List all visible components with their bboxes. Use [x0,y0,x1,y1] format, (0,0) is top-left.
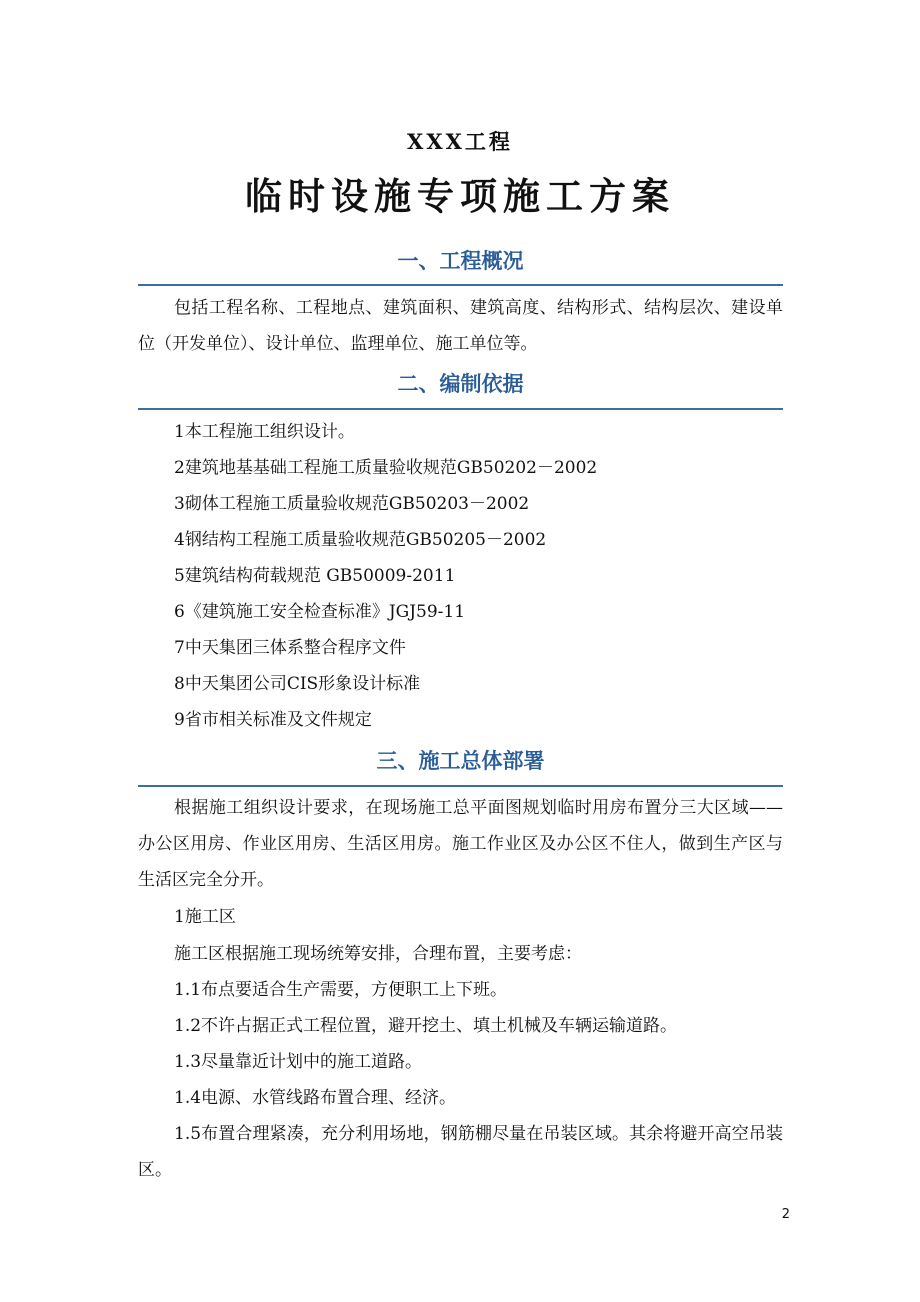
deployment-item: 1.4电源、水管线路布置合理、经济。 [174,1088,457,1108]
basis-item: 7中天集团三体系整合程序文件 [174,638,406,658]
section-divider [138,785,783,787]
section-heading-basis: 二、编制依据 [397,372,524,396]
deployment-item: 1.3尽量靠近计划中的施工道路。 [174,1052,423,1072]
document-title: 临时设施专项施工方案 [245,174,675,218]
section-heading-deployment: 三、施工总体部署 [376,749,545,773]
document-subtitle: XXX工程 [407,129,513,154]
basis-item: 1本工程施工组织设计。 [174,422,355,442]
deployment-item: 1.1布点要适合生产需要，方便职工上下班。 [174,980,508,1000]
section-heading-overview: 一、工程概况 [397,249,524,273]
basis-item: 5建筑结构荷载规范 GB50009-2011 [174,566,456,586]
basis-item: 2建筑地基基础工程施工质量验收规范GB50202－2002 [174,458,598,478]
basis-item: 4钢结构工程施工质量验收规范GB50205－2002 [174,530,547,550]
deployment-item: 施工区根据施工现场统筹安排，合理布置，主要考虑： [174,944,582,964]
overview-paragraph: 包括工程名称、工程地点、建筑面积、建筑高度、结构形式、结构层次、建设单位（开发单位）、设计单位、监理单位、施工单位等。 [138,298,783,354]
section-divider [138,284,783,286]
deployment-paragraph: 根据施工组织设计要求，在现场施工总平面图规划临时用房布置分三大区域——办公区用房、作业区用房、生活区用房。施工作业区及办公区不住人，做到生产区与生活区完全分开。 [138,798,783,890]
deployment-last-paragraph: 1.5布置合理紧凑，充分利用场地，钢筋棚尽量在吊装区域。其余将避开高空吊装区。 [138,1124,783,1180]
basis-item: 6《建筑施工安全检查标准》JGJ59-11 [174,602,466,622]
page-number: 2 [781,1207,790,1222]
basis-item: 3砌体工程施工质量验收规范GB50203－2002 [174,494,530,514]
basis-item: 8中天集团公司CIS形象设计标准 [174,674,421,694]
section-divider [138,408,783,410]
deployment-item: 1施工区 [174,907,236,927]
deployment-item: 1.2不许占据正式工程位置，避开挖土、填土机械及车辆运输道路。 [174,1016,678,1036]
basis-item: 9省市相关标准及文件规定 [174,710,372,730]
